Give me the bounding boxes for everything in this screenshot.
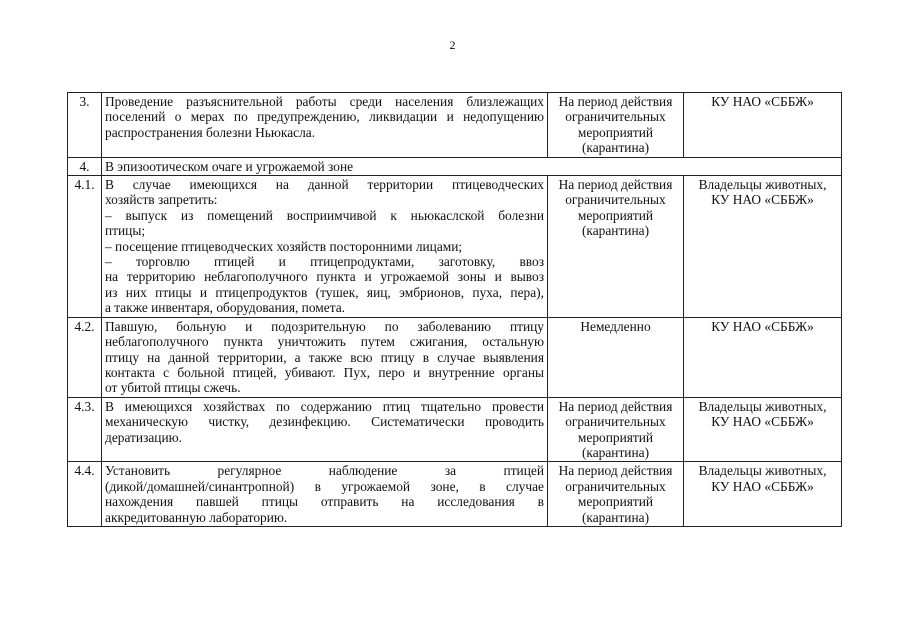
page-number: 2 [449,38,456,52]
responsible-text: Владельцы животных, КУ НАО «СББЖ» [684,397,842,462]
row-number: 4.2. [68,317,102,397]
term-text: На период действия ограничительных мероприятий (карантина) [548,462,684,527]
row-number: 4.1. [68,176,102,318]
measure-text: В имеющихся хозяйствах по содержанию птиц тщательно провести механическую чистку, дезинфекцию. Систематически проводить дератизацию. [102,397,548,462]
term-text: На период действия ограничительных мероприятий (карантина) [548,176,684,318]
row-number: 4. [68,157,102,175]
term-text: Немедленно [548,317,684,397]
measures-table [67,92,842,527]
measure-text: Павшую, больную и подозрительную по заболеванию птицу неблагополучного пункта уничтожить путем сжигания, остальную птицу на данной территории, а также всю птицу в случае выявления контакта с больной птицей, убивают. Пух, перо и внутренние органы от убитой птицы сжечь. [102,317,548,397]
measure-text: В случае имеющихся на данной территории птицеводческих хозяйств запретить: – выпуск из помещений восприимчивой к ньюкаслской болезни птицы; – посещение птицеводческих хозяйств посторонними лицами; – торговлю птицей и птицепродуктами, заготовку, ввоз на территорию неблагополучного пункта и угрожаемой зоны и вывоз из них птицы и птицепродуктов (тушек, яиц, эмбрионов, пуха, пера), а также инвентаря, оборудования, помета. [102,176,548,318]
row-number: 4.4. [68,462,102,527]
section-heading: В эпизоотическом очаге и угрожаемой зоне [102,157,842,175]
responsible-text: Владельцы животных, КУ НАО «СББЖ» [684,176,842,318]
term-text: На период действия ограничительных мероприятий (карантина) [548,93,684,158]
table-row [68,93,842,158]
table-row [68,176,842,318]
responsible-text: КУ НАО «СББЖ» [684,93,842,158]
term-text: На период действия ограничительных мероприятий (карантина) [548,397,684,462]
table-row [68,397,842,462]
row-number: 4.3. [68,397,102,462]
table-row [68,462,842,527]
responsible-text: КУ НАО «СББЖ» [684,317,842,397]
measure-text: Проведение разъяснительной работы среди населения близлежащих поселений о мерах по предупреждению, ликвидации и недопущению распространения болезни Ньюкасла. [102,93,548,158]
responsible-text: Владельцы животных, КУ НАО «СББЖ» [684,462,842,527]
measure-text: Установить регулярное наблюдение за птицей (дикой/домашней/синантропной) в угрожаемой зоне, в случае нахождения павшей птицы отправить на исследования в аккредитованную лабораторию. [102,462,548,527]
table-row [68,157,842,175]
row-number: 3. [68,93,102,158]
table-row [68,317,842,397]
